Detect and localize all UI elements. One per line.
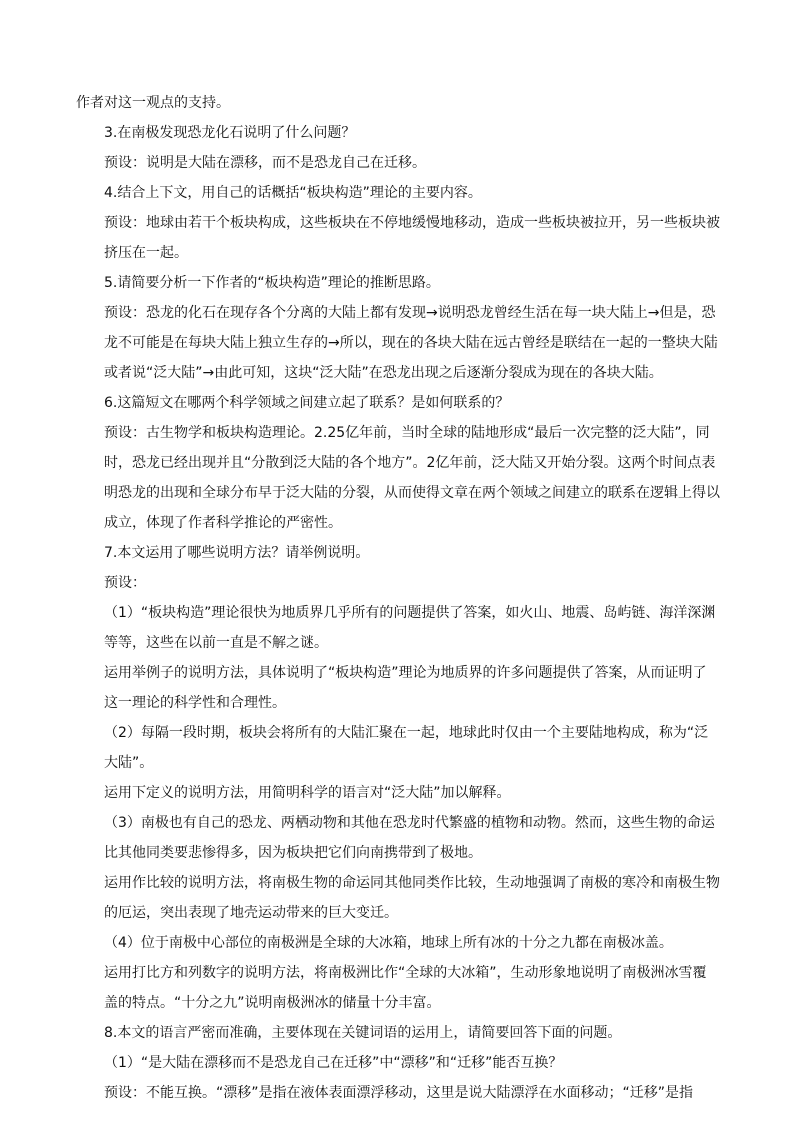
paragraph: 运用下定义的说明方法，用简明科学的语言对“泛大陆”加以解释。 [104, 785, 511, 801]
paragraph: 5.请简要分析一下作者的“板块构造”理论的推断思路。 [104, 275, 440, 291]
paragraph: 运用打比方和列数字的说明方法，将南极洲比作“全球的大冰箱”，生动形象地说明了南极洲冰雪覆盖的特点。“十分之九”说明南极洲冰的储量十分丰富。 [104, 965, 707, 1011]
paragraph: 预设：说明是大陆在漂移，而不是恐龙自己在迁移。 [104, 155, 426, 171]
paragraph: （4）位于南极中心部位的南极洲是全球的大冰箱，地球上所有冰的十分之九都在南极冰盖。 [104, 935, 673, 951]
paragraph: 预设：地球由若干个板块构成，这些板块在不停地缓慢地移动，造成一些板块被拉开，另一些板块被挤压在一起。 [104, 215, 720, 261]
paragraph: 运用举例子的说明方法，具体说明了“板块构造”理论为地质界的许多问题提供了答案，从而证明了这一理论的科学性和合理性。 [104, 665, 707, 711]
paragraph: （2）每隔一段时期，板块会将所有的大陆汇聚在一起，地球此时仅由一个主要陆地构成，称为“泛大陆”。 [104, 725, 709, 771]
paragraph: （1）“板块构造”理论很快为地质界几乎所有的问题提供了答案，如火山、地震、岛屿链、海洋深渊等等，这些在以前一直是不解之谜。 [104, 605, 716, 651]
paragraph: 作者对这一观点的支持。 [76, 95, 230, 111]
paragraph: 预设：古生物学和板块构造理论。2.25亿年前，当时全球的陆地形成“最后一次完整的泛大陆”，同时，恐龙已经出现并且“分散到泛大陆的各个地方”。2亿年前，泛大陆又开始分裂。这两个时间点表明恐龙的出现和全球分布早于泛大陆的分裂，从而使得文章在两个领域之间建立的联系在逻辑上得以成立，体现了作者科学推论的严密性。 [104, 425, 720, 531]
paragraph: 运用作比较的说明方法，将南极生物的命运同其他同类作比较，生动地强调了南极的寒冷和南极生物的厄运，突出表现了地壳运动带来的巨大变迁。 [104, 875, 720, 921]
paragraph: 预设：不能互换。“漂移”是指在液体表面漂浮移动，这里是说大陆漂浮在水面移动；“迁移”是指 [104, 1085, 694, 1101]
paragraph: 预设：恐龙的化石在现存各个分离的大陆上都有发现→说明恐龙曾经生活在每一块大陆上→但是，恐龙不可能是在每块大陆上独立生存的→所以，现在的各块大陆在远古曾经是联结在一起的一整块大陆或者说“泛大陆”→由此可知，这块“泛大陆”在恐龙出现之后逐渐分裂成为现在的各块大陆。 [104, 305, 718, 381]
document-page [76, 88, 720, 1108]
paragraph: 7.本文运用了哪些说明方法？请举例说明。 [104, 545, 370, 561]
paragraph: 预设： [104, 575, 146, 591]
paragraph: 3.在南极发现恐龙化石说明了什么问题？ [104, 125, 356, 141]
paragraph: 4.结合上下文，用自己的话概括“板块构造”理论的主要内容。 [104, 185, 482, 201]
paragraph: （1）“是大陆在漂移而不是恐龙自己在迁移”中“漂移”和“迁移”能否互换？ [104, 1055, 563, 1071]
paragraph: （3）南极也有自己的恐龙、两栖动物和其他在恐龙时代繁盛的植物和动物。然而，这些生物的命运比其他同类要悲惨得多，因为板块把它们向南携带到了极地。 [104, 815, 715, 861]
paragraph: 8.本文的语言严密而准确，主要体现在关键词语的运用上，请简要回答下面的问题。 [104, 1025, 622, 1041]
paragraph: 6.这篇短文在哪两个科学领域之间建立起了联系？是如何联系的？ [104, 395, 510, 411]
